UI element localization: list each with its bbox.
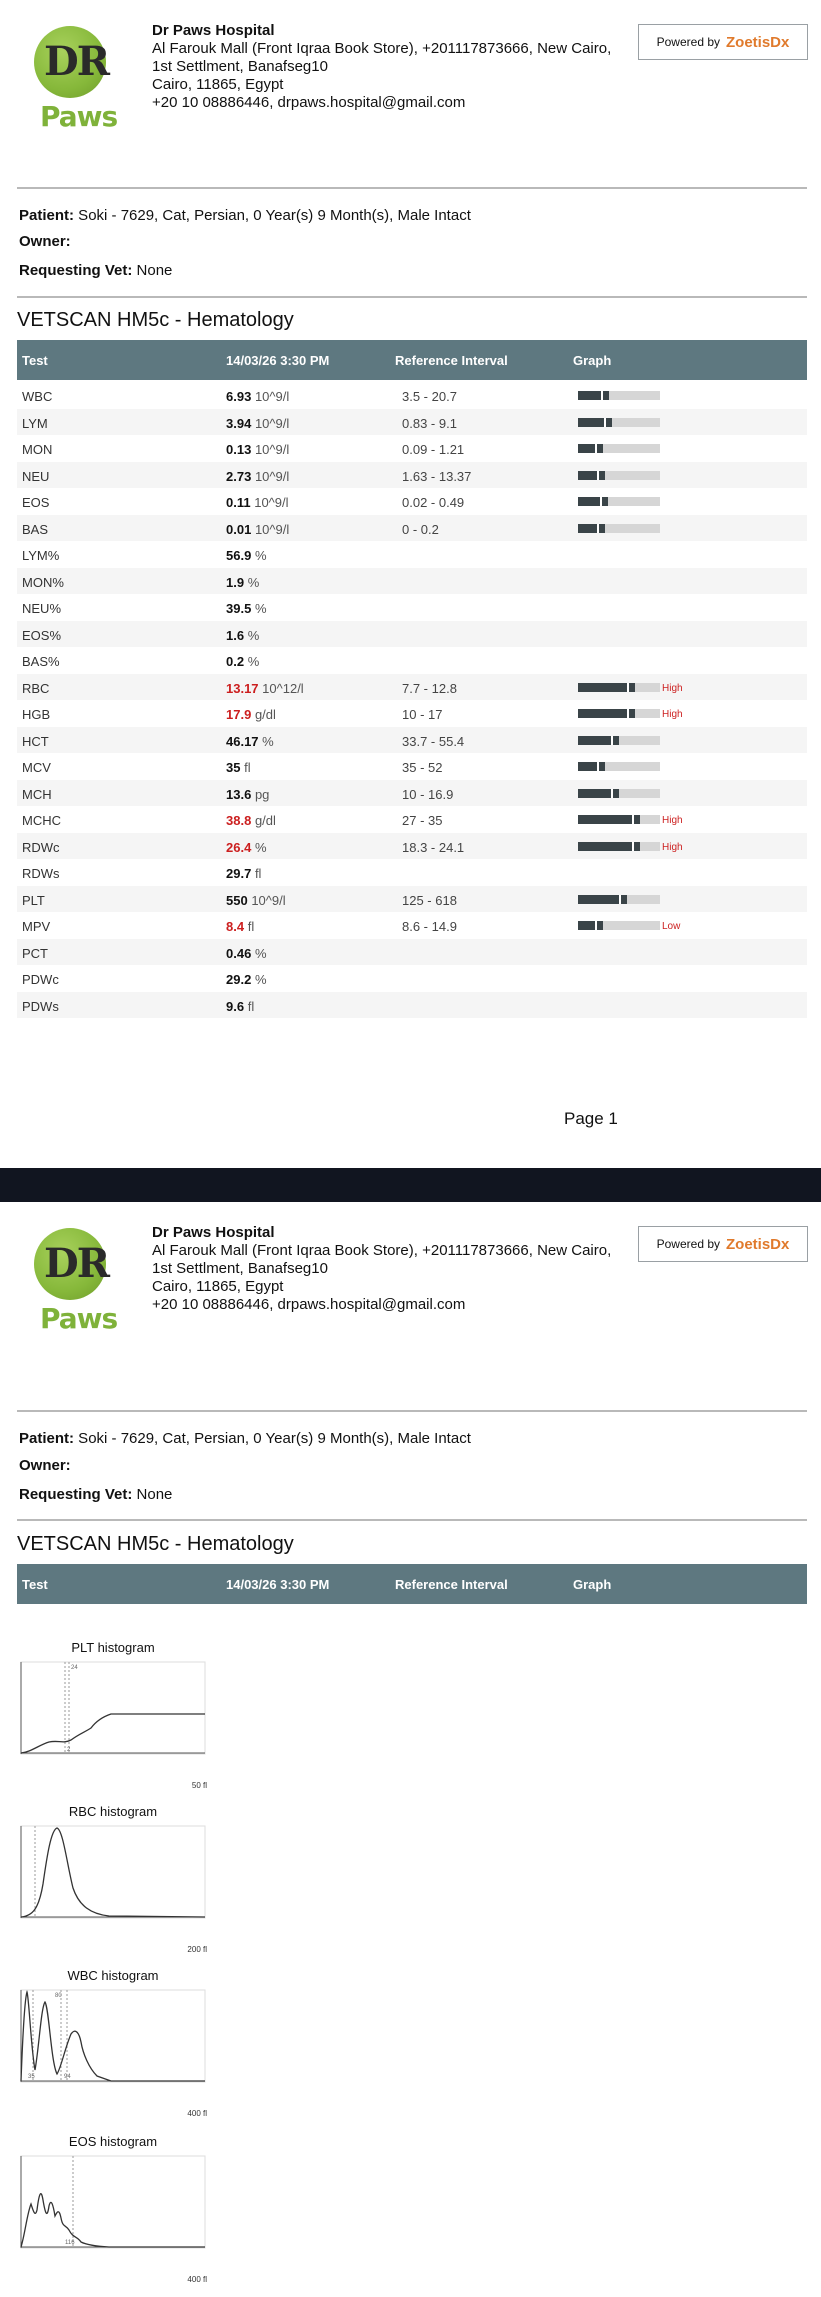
test-name: HGB <box>22 707 51 722</box>
range-graph-marker <box>627 709 629 718</box>
reference-interval: 27 - 35 <box>402 813 443 828</box>
plt-histogram-plot <box>19 1660 207 1782</box>
result-flag: High <box>662 815 683 826</box>
wbc-histogram-plot <box>19 1988 207 2110</box>
col-test: Test <box>22 1577 48 1592</box>
result-flag: Low <box>662 921 681 932</box>
test-result <box>226 495 289 510</box>
test-name: PCT <box>22 945 48 961</box>
test-name: WBC <box>22 389 53 404</box>
vet-value: None <box>132 262 173 279</box>
result-value: 6.93 <box>226 389 252 404</box>
result-value: 39.5 <box>226 601 252 616</box>
logo-paws-text: Paws <box>40 100 118 133</box>
result-value: 35 <box>226 760 241 775</box>
histogram-xmax: 200 fl <box>187 1945 207 1954</box>
test-result <box>226 681 304 696</box>
hospital-address-line-1: Al Farouk Mall (Front Iqraa Book Store), +201117873666, New Cairo, <box>152 40 612 57</box>
col-reference: Reference Interval <box>395 1577 508 1592</box>
reference-interval: 0.02 - 0.49 <box>402 495 465 510</box>
table-row <box>17 462 807 489</box>
range-graph-marker <box>611 736 613 745</box>
table-row <box>17 727 807 754</box>
result-value: 9.6 <box>226 998 245 1014</box>
histogram-marker: 94 <box>64 2074 71 2080</box>
test-name: MCHC <box>22 813 61 828</box>
range-graph-marker <box>595 444 597 453</box>
histogram-marker: 2 <box>67 1747 71 1753</box>
result-unit: g/dl <box>254 813 276 828</box>
range-graph <box>578 418 660 427</box>
col-test: Test <box>22 353 48 368</box>
result-value: 0.01 <box>226 521 252 537</box>
range-graph <box>578 895 660 904</box>
test-name: MCV <box>22 760 51 775</box>
result-unit: % <box>254 945 267 961</box>
vet-line <box>19 262 172 280</box>
section-title: VETSCAN HM5c - Hematology <box>17 309 294 331</box>
result-value: 550 <box>226 892 248 908</box>
range-graph <box>578 921 660 930</box>
range-graph <box>578 815 660 824</box>
table-row <box>17 621 807 648</box>
range-graph <box>578 789 660 798</box>
table-row <box>17 833 807 860</box>
result-unit: fl <box>247 919 255 934</box>
histogram-title: WBC histogram <box>67 1968 159 1983</box>
test-result <box>226 442 289 457</box>
vet-label: Requesting Vet: <box>19 1486 133 1503</box>
report-header <box>0 1202 821 1382</box>
result-unit: 10^9/l <box>254 495 289 510</box>
table-row <box>17 886 807 913</box>
test-result <box>226 707 276 722</box>
test-result <box>226 760 251 775</box>
test-name: EOS <box>22 495 50 510</box>
results-table-header <box>17 1564 807 1604</box>
result-unit: 10^9/l <box>254 468 290 484</box>
reference-interval: 0 - 0.2 <box>402 521 439 537</box>
reference-interval: 125 - 618 <box>402 892 457 908</box>
table-row <box>17 541 807 568</box>
test-result <box>226 522 289 537</box>
wbc-histogram <box>19 1968 207 2118</box>
reference-interval: 18.3 - 24.1 <box>402 839 465 855</box>
hospital-address-line-1: Al Farouk Mall (Front Iqraa Book Store), +201117873666, New Cairo, <box>152 1242 612 1259</box>
table-row <box>17 674 807 701</box>
result-unit: g/dl <box>254 707 276 722</box>
result-value: 0.11 <box>226 495 251 510</box>
result-unit: % <box>247 574 260 590</box>
reference-interval: 8.6 - 14.9 <box>402 919 457 934</box>
table-row <box>17 992 807 1019</box>
reference-interval: 0.83 - 9.1 <box>402 415 457 431</box>
table-row <box>17 753 807 780</box>
range-graph-marker <box>611 789 613 798</box>
histogram-title: PLT histogram <box>71 1640 155 1655</box>
result-flag: High <box>662 682 683 694</box>
test-result <box>226 866 261 881</box>
rbc-histogram <box>19 1804 207 1954</box>
test-result <box>226 548 267 563</box>
reference-interval: 10 - 17 <box>402 707 443 722</box>
hospital-address-line-2: 1st Settlment, Banafseg10 <box>152 1260 328 1277</box>
table-row <box>17 594 807 621</box>
owner-line <box>19 1457 71 1475</box>
reference-interval: 10 - 16.9 <box>402 786 454 802</box>
result-unit: fl <box>247 998 255 1014</box>
test-result <box>226 389 289 404</box>
range-graph-fill <box>578 497 608 506</box>
divider <box>17 1519 807 1521</box>
test-result <box>226 734 274 749</box>
vet-label: Requesting Vet: <box>19 262 133 279</box>
range-graph <box>578 842 660 851</box>
range-graph-fill <box>578 471 605 480</box>
range-graph-fill <box>578 444 603 453</box>
range-graph-marker <box>632 815 634 824</box>
result-unit: % <box>254 601 267 616</box>
range-graph-marker <box>632 842 634 851</box>
range-graph-marker <box>619 895 621 904</box>
col-date: 14/03/26 3:30 PM <box>226 353 330 368</box>
test-result <box>226 893 286 908</box>
range-graph <box>578 524 660 533</box>
patient-value: Soki - 7629, Cat, Persian, 0 Year(s) 9 Month(s), Male Intact <box>74 207 471 224</box>
range-graph-marker <box>627 683 629 692</box>
test-result <box>226 840 267 855</box>
range-graph <box>578 497 660 506</box>
range-graph-marker <box>600 497 602 506</box>
result-unit: 10^9/l <box>254 521 290 537</box>
test-result <box>226 628 259 643</box>
reference-interval: 7.7 - 12.8 <box>402 680 457 696</box>
reference-interval: 35 - 52 <box>402 760 443 775</box>
table-row <box>17 435 807 462</box>
range-graph-marker <box>595 921 597 930</box>
result-value: 1.6 <box>226 627 245 643</box>
histogram-title: EOS histogram <box>68 2134 158 2149</box>
zoetis-brand: ZoetisDx <box>726 1235 790 1253</box>
range-graph <box>578 444 660 453</box>
range-graph-marker <box>601 391 603 400</box>
histogram-marker: 80 <box>55 1993 62 1999</box>
table-row <box>17 647 807 674</box>
range-graph-marker <box>604 418 606 427</box>
test-result <box>226 813 276 828</box>
histogram-xmax: 400 fl <box>187 2275 207 2284</box>
patient-label: Patient: <box>19 1430 75 1447</box>
report-header <box>0 0 821 180</box>
reference-interval: 33.7 - 55.4 <box>402 733 465 749</box>
histogram-xmax: 50 fl <box>191 1781 207 1790</box>
histogram-marker: 24 <box>71 1665 78 1671</box>
test-result <box>226 919 254 934</box>
result-unit: 10^12/l <box>262 680 304 696</box>
table-row <box>17 409 807 436</box>
hospital-address-line-3: Cairo, 11865, Egypt <box>152 76 284 93</box>
histogram-marker: 35 <box>28 2074 35 2080</box>
test-result <box>226 972 267 987</box>
result-unit: % <box>254 972 267 987</box>
result-unit: % <box>247 627 260 643</box>
logo-dr-text: DR <box>44 38 108 85</box>
range-graph <box>578 391 660 400</box>
test-name: RDWc <box>22 839 60 855</box>
test-name: NEU% <box>22 601 62 616</box>
patient-line <box>19 207 471 225</box>
hospital-logo <box>32 26 118 136</box>
zoetis-brand: ZoetisDx <box>726 33 790 51</box>
hospital-name: Dr Paws Hospital <box>152 22 275 39</box>
powered-by-badge <box>638 1226 808 1262</box>
result-value: 38.8 <box>226 813 252 828</box>
result-value: 0.13 <box>226 442 252 457</box>
section-title: VETSCAN HM5c - Hematology <box>17 1533 294 1555</box>
range-graph-fill <box>578 842 640 851</box>
result-value: 0.46 <box>226 945 252 961</box>
test-name: RDWs <box>22 866 60 881</box>
results-table <box>17 382 807 1018</box>
table-row <box>17 382 807 409</box>
result-unit: fl <box>244 760 251 775</box>
hospital-contact: +20 10 08886446, drpaws.hospital@gmail.com <box>152 1296 466 1313</box>
results-table-header <box>17 340 807 380</box>
result-unit: % <box>247 654 260 669</box>
hospital-contact: +20 10 08886446, drpaws.hospital@gmail.com <box>152 94 466 111</box>
test-result <box>226 575 259 590</box>
result-value: 1.9 <box>226 574 245 590</box>
col-date: 14/03/26 3:30 PM <box>226 1577 330 1592</box>
rbc-histogram-plot <box>19 1824 207 1946</box>
reference-interval: 3.5 - 20.7 <box>402 389 457 404</box>
result-value: 26.4 <box>226 839 252 855</box>
range-graph <box>578 709 660 718</box>
range-graph-fill <box>578 391 609 400</box>
patient-value: Soki - 7629, Cat, Persian, 0 Year(s) 9 Month(s), Male Intact <box>74 1430 471 1447</box>
hospital-logo <box>32 1228 118 1338</box>
test-name: LYM <box>22 415 48 431</box>
logo-paws-text: Paws <box>40 1302 118 1335</box>
range-graph <box>578 683 660 692</box>
table-row <box>17 780 807 807</box>
divider <box>17 187 807 189</box>
result-flag: High <box>662 709 683 720</box>
result-unit: pg <box>254 786 270 802</box>
range-graph <box>578 762 660 771</box>
test-result <box>226 654 259 669</box>
result-unit: 10^9/l <box>254 389 290 404</box>
result-value: 13.17 <box>226 680 259 696</box>
range-graph <box>578 736 660 745</box>
page-separator <box>0 1168 821 1202</box>
table-row <box>17 806 807 833</box>
hospital-address-line-3: Cairo, 11865, Egypt <box>152 1278 284 1295</box>
test-name: PLT <box>22 892 45 908</box>
patient-label: Patient: <box>19 207 75 224</box>
result-unit: 10^9/l <box>254 415 290 431</box>
eos-histogram-plot <box>19 2154 207 2276</box>
test-name: MON% <box>22 574 64 590</box>
col-reference: Reference Interval <box>395 353 508 368</box>
powered-by-label: Powered by <box>656 1237 720 1251</box>
range-graph-marker <box>597 471 599 480</box>
result-flag: High <box>662 841 683 853</box>
hospital-address-line-2: 1st Settlment, Banafseg10 <box>152 58 328 75</box>
reference-interval: 0.09 - 1.21 <box>402 442 465 457</box>
test-name: BAS% <box>22 654 60 669</box>
table-row <box>17 859 807 886</box>
hospital-info <box>152 1224 622 1314</box>
owner-label: Owner: <box>19 1457 71 1474</box>
powered-by-badge <box>638 24 808 60</box>
test-name: MPV <box>22 919 51 934</box>
test-result <box>226 787 269 802</box>
divider <box>17 296 807 298</box>
hospital-name: Dr Paws Hospital <box>152 1224 275 1241</box>
logo-dr-text: DR <box>44 1240 108 1287</box>
test-name: PDWc <box>22 972 59 987</box>
range-graph-fill <box>578 762 605 771</box>
report-page-2 <box>0 1202 821 2297</box>
test-name: BAS <box>22 521 49 537</box>
histogram-title: RBC histogram <box>68 1804 158 1819</box>
range-graph-fill <box>578 524 605 533</box>
result-value: 3.94 <box>226 415 252 431</box>
owner-line <box>19 233 71 251</box>
result-value: 46.17 <box>226 733 259 749</box>
test-name: LYM% <box>22 548 60 563</box>
result-value: 8.4 <box>226 919 245 934</box>
range-graph-fill <box>578 921 603 930</box>
table-row <box>17 568 807 595</box>
owner-label: Owner: <box>19 233 71 250</box>
test-result <box>226 416 289 431</box>
result-unit: % <box>254 839 267 855</box>
result-value: 29.2 <box>226 972 252 987</box>
result-unit: 10^9/l <box>254 442 290 457</box>
histogram-marker: 116 <box>65 2240 75 2246</box>
test-name: MON <box>22 442 53 457</box>
range-graph <box>578 471 660 480</box>
page-number: Page 1 <box>564 1109 618 1128</box>
result-unit: fl <box>254 866 262 881</box>
vet-value: None <box>132 1486 173 1503</box>
test-name: MCH <box>22 786 52 802</box>
range-graph-fill <box>578 418 612 427</box>
test-name: NEU <box>22 468 50 484</box>
result-value: 0.2 <box>226 654 245 669</box>
table-row <box>17 939 807 966</box>
reference-interval: 1.63 - 13.37 <box>402 468 472 484</box>
table-row <box>17 965 807 992</box>
range-graph-fill <box>578 815 640 824</box>
test-result <box>226 601 267 616</box>
vet-line <box>19 1486 172 1504</box>
powered-by-label: Powered by <box>656 35 720 49</box>
result-unit: % <box>254 548 267 563</box>
col-graph: Graph <box>573 1577 612 1592</box>
test-name: PDWs <box>22 998 59 1014</box>
table-row <box>17 700 807 727</box>
result-value: 2.73 <box>226 468 252 484</box>
table-row <box>17 912 807 939</box>
test-result <box>226 946 267 961</box>
result-value: 29.7 <box>226 866 252 881</box>
result-unit: % <box>262 733 274 749</box>
histogram-xmax: 400 fl <box>187 2109 207 2118</box>
result-value: 56.9 <box>226 548 252 563</box>
test-result <box>226 469 289 484</box>
range-graph-marker <box>597 762 599 771</box>
patient-line <box>19 1430 471 1448</box>
result-value: 13.6 <box>226 786 252 802</box>
test-name: HCT <box>22 733 49 749</box>
col-graph: Graph <box>573 353 612 368</box>
test-name: RBC <box>22 680 50 696</box>
table-row <box>17 515 807 542</box>
table-row <box>17 488 807 515</box>
test-result <box>226 999 254 1014</box>
result-value: 17.9 <box>226 707 252 722</box>
hospital-info <box>152 22 622 112</box>
eos-histogram <box>19 2134 207 2284</box>
range-graph-marker <box>597 524 599 533</box>
divider <box>17 1410 807 1412</box>
plt-histogram <box>19 1640 207 1790</box>
result-unit: 10^9/l <box>251 892 286 908</box>
test-name: EOS% <box>22 627 62 643</box>
